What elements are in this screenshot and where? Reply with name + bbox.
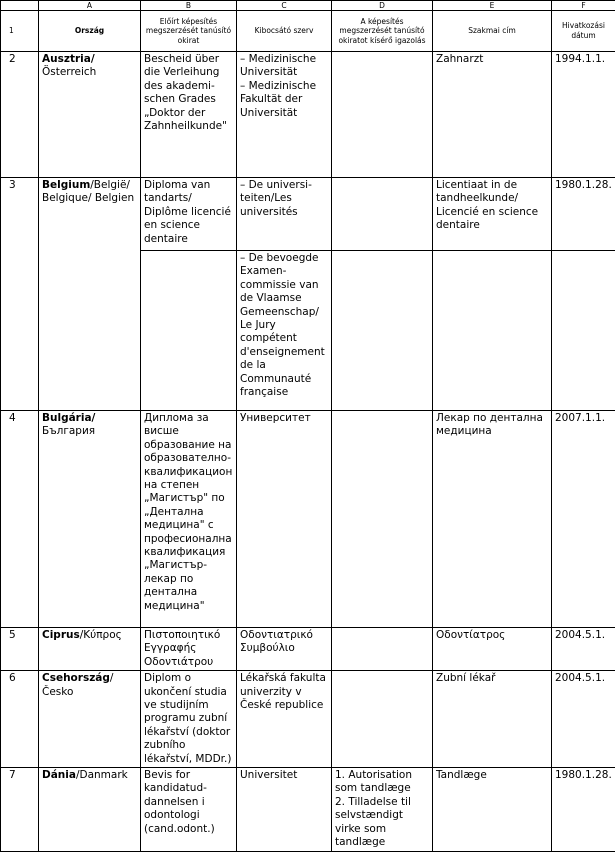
date-cell: 1980.1.28. [552, 178, 615, 251]
issuer-cell: Οδοντιατρικό Συμβούλιο [237, 628, 332, 671]
issuer-cell: Universitet [237, 768, 332, 851]
country-native: / Česko [42, 672, 113, 697]
diploma-cell: Diploma van tandarts/ Diplôme licencié en science dentaire [141, 178, 237, 251]
issuer-cell: – De bevoegde Examen-commissie van de Vlaamse Gemeenschap/ Le Jury compétent d'enseignement de la Communauté française [237, 251, 332, 411]
country-name: Csehország [42, 672, 110, 684]
table-row [1, 628, 615, 671]
certificate-cell [332, 251, 433, 411]
country-native: Österreich [42, 66, 96, 78]
country-name: Dánia [42, 769, 76, 781]
diploma-cell: Πιστοποιητικό Εγγραφής Οδοντιάτρου [141, 628, 237, 671]
country-cell [39, 178, 141, 411]
country-name: Belgium [42, 179, 90, 191]
certificate-cell [332, 628, 433, 671]
issuer-cell: Университет [237, 411, 332, 628]
column-letter: D [332, 1, 433, 11]
row-number: 7 [1, 768, 39, 851]
title-cell: Οδοντίατρος [433, 628, 552, 671]
header-title: Szakmai cím [433, 11, 552, 52]
column-letter: A [39, 1, 141, 11]
date-cell: 1994.1.1. [552, 52, 615, 178]
diploma-cell: Bescheid über die Verleihung des akademi-schen Grades „Doktor der Zahnheilkunde" [141, 52, 237, 178]
column-letter: E [433, 1, 552, 11]
title-cell [433, 251, 552, 411]
country-cell [39, 768, 141, 851]
issuer-cell: – De universi-teiten/Les universités [237, 178, 332, 251]
country-native: /Danmark [76, 769, 128, 781]
certificate-cell: 1. Autorisation som tandlæge 2. Tilladelse til selvstændigt virke som tandlæge [332, 768, 433, 851]
diploma-cell [141, 251, 237, 411]
country-cell [39, 411, 141, 628]
diploma-cell: Диплома за висше образование на образователно-квалификацион на степен „Магистър" по „Дентална медицина" с професионална квалификация „Магистър-лекар по дентална медицина" [141, 411, 237, 628]
date-cell: 2007.1.1. [552, 411, 615, 628]
certificate-cell [332, 178, 433, 251]
title-cell: Лекар по дентална медицина [433, 411, 552, 628]
issuer-cell: Lékařská fakulta univerzity v České republice [237, 671, 332, 768]
table-row [1, 178, 615, 251]
column-letter: C [237, 1, 332, 11]
header-certificate: A képesítés megszerzését tanúsító okiratot kísérő igazolás [332, 11, 433, 52]
column-letter: F [552, 1, 615, 11]
title-cell: Zubní lékař [433, 671, 552, 768]
header-country: Ország [39, 11, 141, 52]
table-row [1, 411, 615, 628]
date-cell [552, 251, 615, 411]
country-cell [39, 671, 141, 768]
country-native: България [42, 425, 95, 437]
row-number: 5 [1, 628, 39, 671]
header-date: Hivatkozási dátum [552, 11, 615, 52]
country-cell [39, 628, 141, 671]
country-native: /Κύπρος [80, 629, 122, 641]
issuer-cell: – Medizinische Universität – Medizinische Fakultät der Universität [237, 52, 332, 178]
date-cell: 2004.5.1. [552, 628, 615, 671]
country-name: Ausztria/ [42, 53, 95, 65]
table-row [1, 52, 615, 178]
title-cell: Licentiaat in de tandheelkunde/ Licencié en science dentaire [433, 178, 552, 251]
country-native: /België/ Belgique/ Belgien [42, 179, 134, 204]
date-cell: 2004.5.1. [552, 671, 615, 768]
column-letter-row [1, 1, 615, 11]
table-row [1, 671, 615, 768]
column-letter: B [141, 1, 237, 11]
header-number: 1 [1, 11, 39, 52]
row-number: 4 [1, 411, 39, 628]
row-number: 3 [1, 178, 39, 411]
country-name: Bulgária/ [42, 412, 95, 424]
title-cell: Zahnarzt [433, 52, 552, 178]
header-diploma: Előírt képesítés megszerzését tanúsító okirat [141, 11, 237, 52]
country-cell [39, 52, 141, 178]
row-number: 2 [1, 52, 39, 178]
column-letter [1, 1, 39, 11]
country-name: Ciprus [42, 629, 80, 641]
table-row [1, 768, 615, 851]
certificate-cell [332, 671, 433, 768]
date-cell: 1980.1.28. [552, 768, 615, 851]
certificate-cell [332, 52, 433, 178]
title-cell: Tandlæge [433, 768, 552, 851]
row-number: 6 [1, 671, 39, 768]
header-row [1, 11, 615, 52]
header-issuer: Kibocsátó szerv [237, 11, 332, 52]
certificate-cell [332, 411, 433, 628]
diploma-cell: Diplom o ukončení studia ve studijním programu zubní lékařství (doktor zubního lékařství, MDDr.) [141, 671, 237, 768]
diploma-cell: Bevis for kandidatud-dannelsen i odontologi (cand.odont.) [141, 768, 237, 851]
